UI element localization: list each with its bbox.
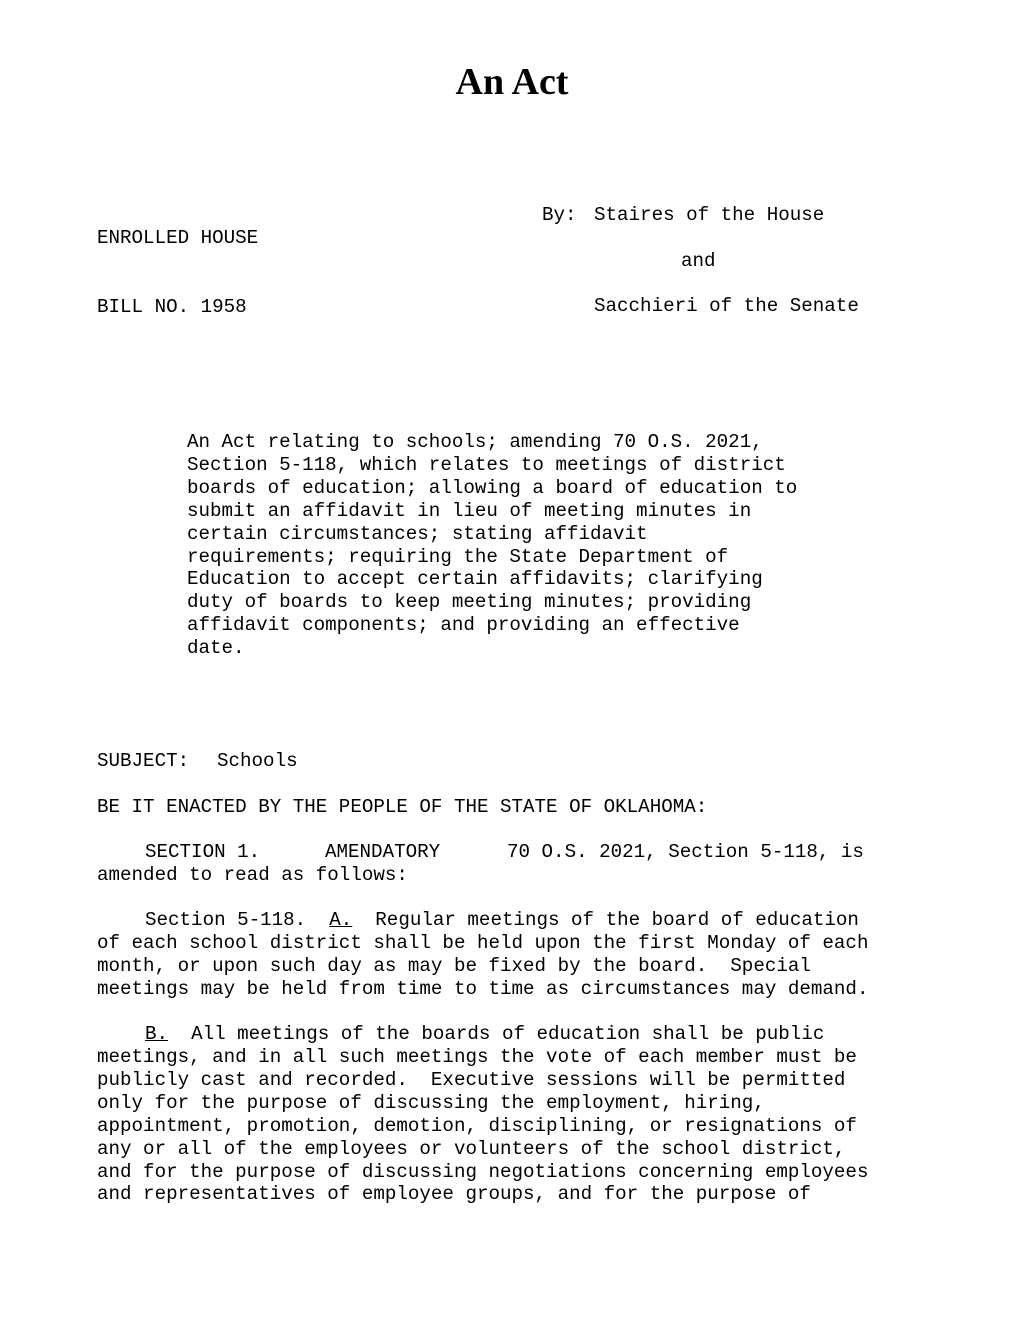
bill-line-2: BILL NO. 1958 (97, 295, 247, 318)
and-word: and (681, 250, 716, 272)
paragraph-b-marker: B. (145, 1023, 169, 1045)
summary-line: submit an affidavit in lieu of meeting minutes in (187, 499, 752, 522)
summary-line: Section 5-118, which relates to meetings of district (187, 453, 786, 476)
section-citation: 70 O.S. 2021, Section 5-118, is (507, 841, 864, 863)
document-title: An Act (455, 61, 569, 103)
paragraph-a-prefix: Section 5-118. (145, 909, 307, 931)
summary-line: affidavit components; and providing an effective (187, 614, 740, 637)
subject-value: Schools (217, 750, 298, 772)
summary-line: date. (187, 637, 245, 660)
paragraph-b-line: only for the purpose of discussing the employment, hiring, (97, 1091, 765, 1114)
bill-number-block (97, 181, 258, 341)
section-type: AMENDATORY (325, 841, 441, 863)
summary-line: duty of boards to keep meeting minutes; providing (187, 591, 752, 614)
paragraph-a-line: meetings may be held from time to time as circumstances may demand. (97, 977, 869, 1000)
bill-summary (187, 431, 797, 660)
paragraph-b-body (97, 1046, 868, 1206)
author-house: Staires of the House (594, 204, 825, 226)
paragraph-a-line1: Regular meetings of the board of education (375, 909, 859, 931)
summary-line: requirements; requiring the State Department of (187, 545, 729, 568)
summary-line: boards of education; allowing a board of education to (187, 476, 798, 499)
paragraph-a-line: month, or upon such day as may be fixed by the board. Special (97, 954, 811, 977)
enacting-clause: BE IT ENACTED BY THE PEOPLE OF THE STATE OF OKLAHOMA: (97, 796, 708, 818)
paragraph-b-first-line (145, 1023, 824, 1046)
paragraph-a-line: of each school district shall be held upon the first Monday of each (97, 932, 869, 954)
paragraph-b-line: and for the purpose of discussing negotiations concerning employees (97, 1160, 869, 1183)
paragraph-a-body (97, 932, 868, 1001)
subject-label: SUBJECT: (97, 750, 190, 772)
paragraph-b-line: meetings, and in all such meetings the vote of each member must be (97, 1046, 857, 1068)
paragraph-b-line1: All meetings of the boards of education shall be public (191, 1023, 825, 1045)
paragraph-b-line: publicly cast and recorded. Executive sessions will be permitted (97, 1068, 846, 1091)
paragraph-a-first-line (145, 909, 859, 932)
summary-line: Education to accept certain affidavits; clarifying (187, 568, 763, 591)
section-heading: SECTION 1. (145, 841, 261, 863)
paragraph-b-line: appointment, promotion, demotion, disciplining, or resignations of (97, 1114, 857, 1137)
paragraph-b-line: any or all of the employees or volunteers of the school district, (97, 1137, 846, 1160)
bill-line-1: ENROLLED HOUSE (97, 226, 259, 249)
by-label: By: (542, 204, 577, 226)
summary-line: An Act relating to schools; amending 70 O.S. 2021, (187, 431, 763, 453)
paragraph-b-line: and representatives of employee groups, and for the purpose of (97, 1183, 811, 1206)
author-senate: Sacchieri of the Senate (594, 295, 859, 317)
paragraph-a-marker: A. (329, 909, 353, 931)
section-line-2: amended to read as follows: (97, 864, 408, 886)
summary-line: certain circumstances; stating affidavit (187, 522, 648, 545)
